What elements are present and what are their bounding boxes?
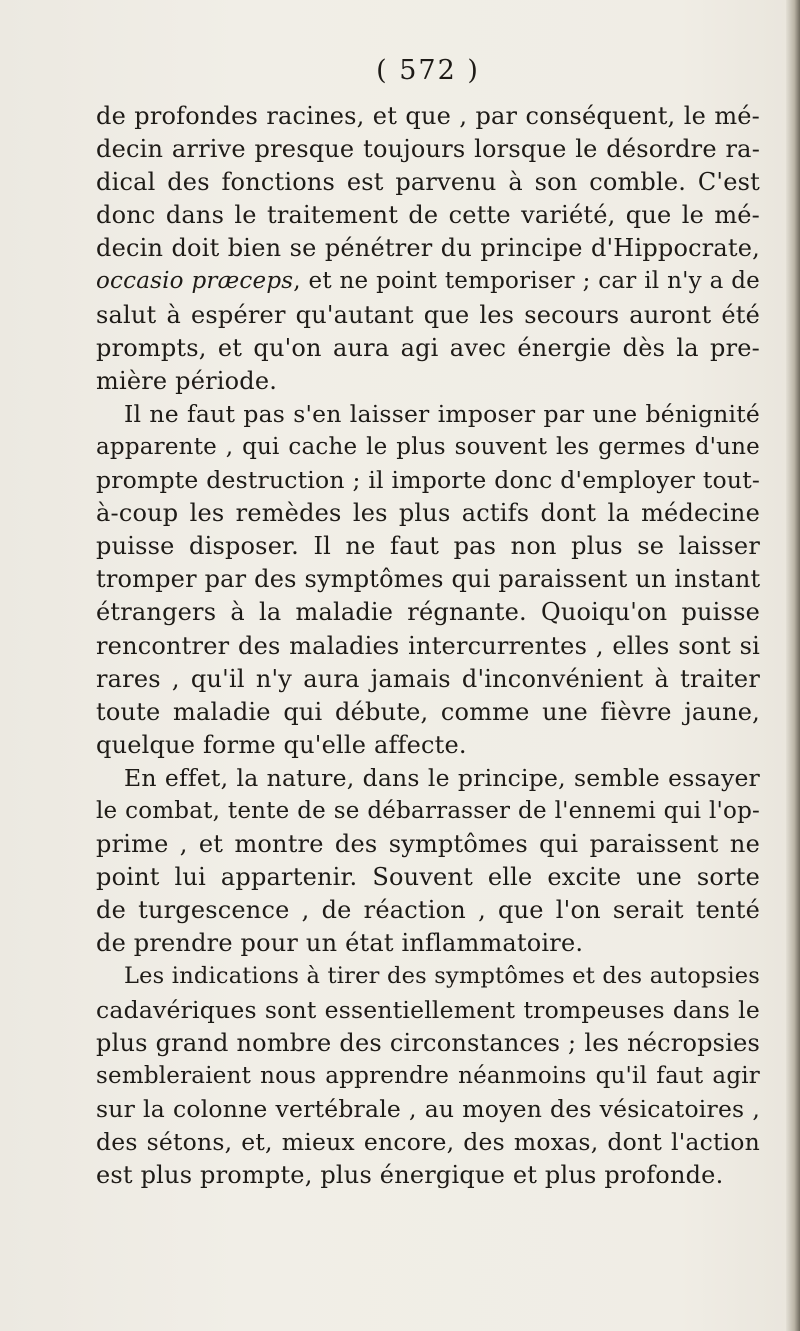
page-number: ( 572 ) [376,55,480,86]
text-line: point lui appartenir. Souvent elle excite une sorte [96,863,760,892]
paragraph-start: En effet, la nature, dans le principe, semble essayer [124,763,760,792]
text-line: quelque forme qu'elle affecte. [96,730,467,759]
text-line: dical des fonctions est parvenu à son comble. C'est [96,168,760,197]
text-line: plus grand nombre des circonstances ; les nécropsies [96,1028,760,1057]
text-line-latin-quote: occasio præceps, et ne point temporiser ; car il n'y a de [96,268,760,295]
text-line: le combat, tente de se débarrasser de l'ennemi qui l'op- [96,797,760,824]
text-line: decin arrive presque toujours lorsque le désordre ra- [96,135,760,164]
text-line: de prendre pour un état inflammatoire. [96,929,584,958]
text-line: apparente , qui cache le plus souvent les germes d'une [96,433,760,460]
text-line: sembleraient nous apprendre néanmoins qu'il faut agir [96,1062,760,1089]
text-line: rencontrer des maladies intercurrentes , elles sont si [96,631,760,660]
text-line: prompts, et qu'on aura agi avec énergie dès la pre- [96,333,760,362]
text-line: salut à espérer qu'autant que les secours auront été [96,300,760,329]
text-line: sur la colonne vertébrale , au moyen des vésicatoires , [96,1094,760,1123]
text-line: tromper par des symptômes qui paraissent un instant [96,565,760,594]
text-line: mière période. [96,366,278,395]
text-line: étrangers à la maladie régnante. Quoiqu'on puisse [96,598,760,627]
text-line: à-coup les remèdes les plus actifs dont la médecine [96,499,760,528]
text-line: puisse disposer. Il ne faut pas non plus se laisser [96,532,760,561]
text-line: donc dans le traitement de cette variété, que le mé- [96,201,760,230]
text-line: prime , et montre des symptômes qui paraissent ne [96,830,760,859]
text-line: de turgescence , de réaction , que l'on serait tenté [96,896,760,925]
paragraph-start: Il ne faut pas s'en laisser imposer par une bénignité [124,399,760,428]
text-line: rares , qu'il n'y aura jamais d'inconvénient à traiter [96,664,760,693]
text-line: decin doit bien se pénétrer du principe d'Hippocrate, [96,234,760,263]
text-line: cadavériques sont essentiellement trompeuses dans le [96,995,760,1024]
body-text [96,100,760,1192]
text-line: des sétons, et, mieux encore, des moxas, dont l'action [96,1127,760,1156]
text-line: est plus prompte, plus énergique et plus profonde. [96,1161,724,1189]
page-edge-shadow [786,0,800,1331]
text-line: toute maladie qui débute, comme une fièvre jaune, [96,697,760,726]
paragraph-start: Les indications à tirer des symptômes et des autopsies [124,963,760,990]
text-line: prompte destruction ; il importe donc d'employer tout- [96,466,760,495]
text-line: de profondes racines, et que , par conséquent, le mé- [96,102,760,130]
